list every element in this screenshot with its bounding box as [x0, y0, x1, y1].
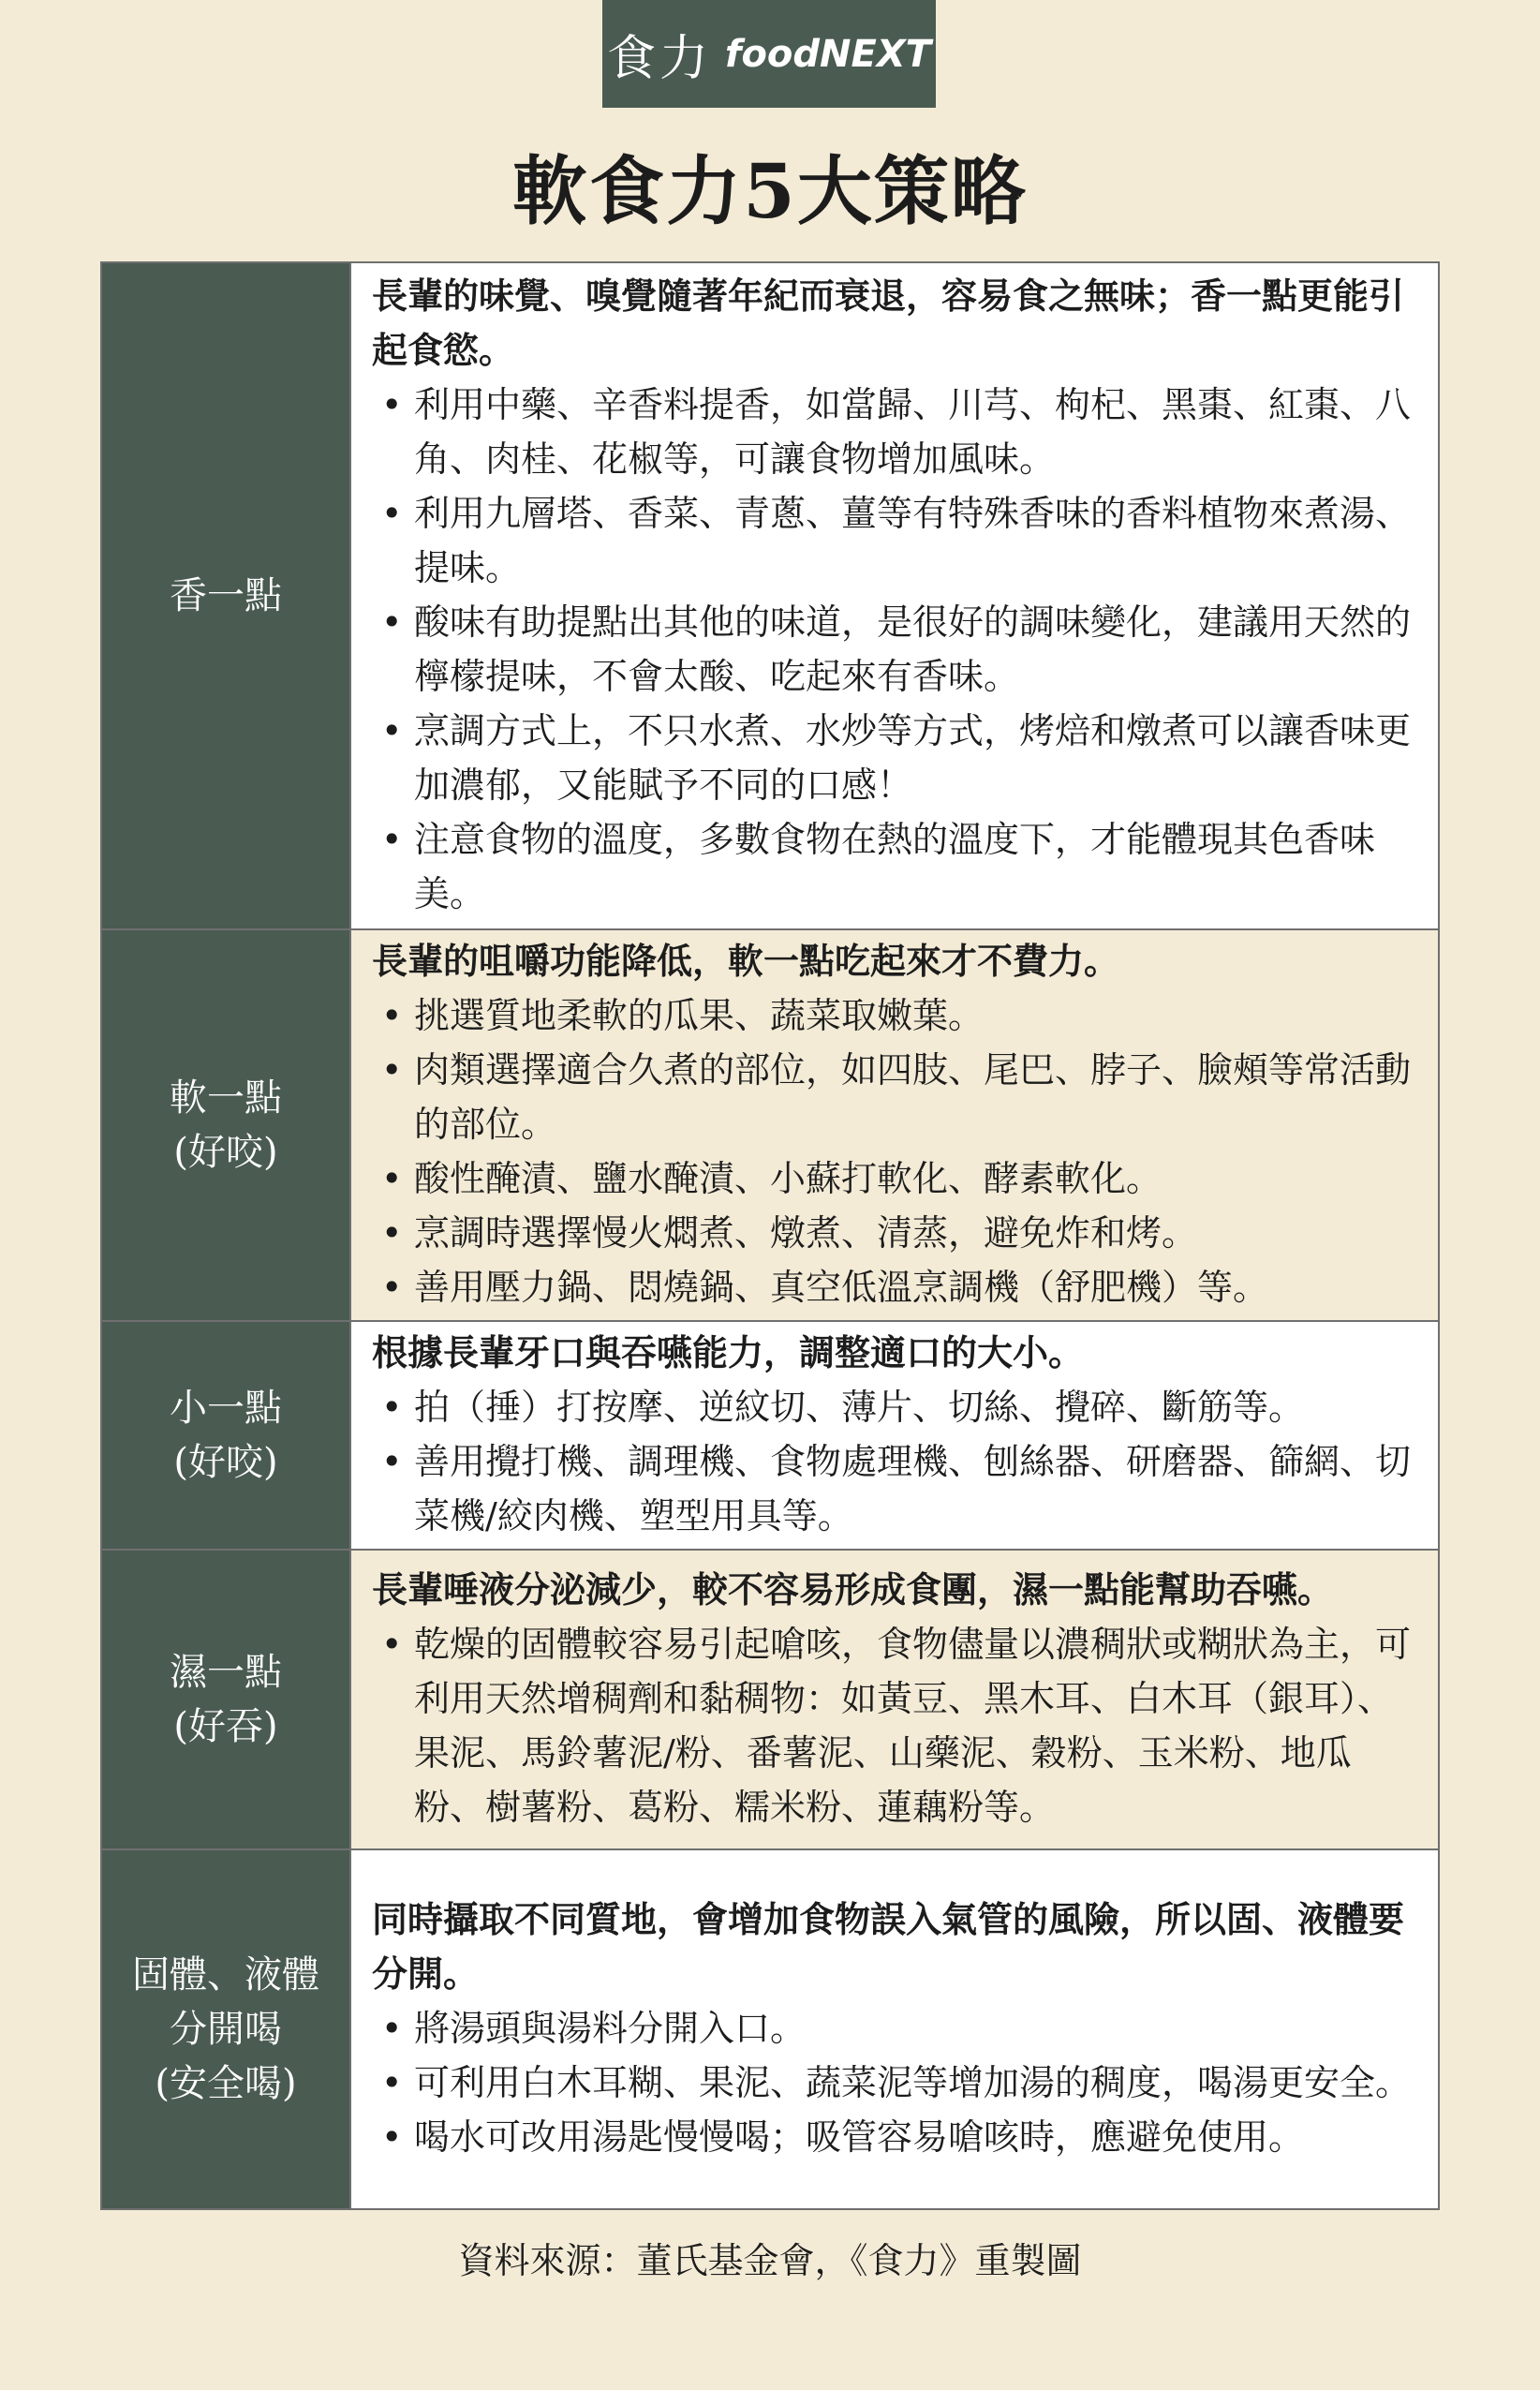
strategy-bullet: • 喝水可改用湯匙慢慢喝；吸管容易嗆咳時，應避免使用。 [372, 2110, 1419, 2164]
strategy-bullet: • 肉類選擇適合久煮的部位，如四肢、尾巴、脖子、臉頰等常活動的部位。 [372, 1043, 1419, 1151]
strategy-bullet: • 乾燥的固體較容易引起嗆咳，食物儘量以濃稠狀或糊狀為主，可利用天然增稠劑和黏稠物：如黃豆、黑木耳、白木耳（銀耳）、果泥、馬鈴薯泥/粉、番薯泥、山藥泥、穀粉、玉米粉、地瓜粉、樹薯粉、葛粉、糯米粉、蓮藕粉等。 [372, 1617, 1419, 1834]
strategy-label-line: (好咬) [173, 1441, 278, 1484]
strategy-intro: 根據長輩牙口與吞嚥能力，調整適口的大小。 [372, 1331, 1085, 1373]
strategy-label-line: 濕一點 [170, 1651, 282, 1694]
strategy-bullet: • 酸性醃漬、鹽水醃漬、小蘇打軟化、酵素軟化。 [372, 1151, 1419, 1206]
page-title: 軟食力5大策略 [512, 147, 1028, 235]
strategy-bullet-list [372, 1380, 1419, 1543]
strategy-intro: 長輩的咀嚼功能降低，軟一點吃起來才不費力。 [372, 940, 1120, 982]
strategy-bullet: • 酸味有助提點出其他的味道，是很好的調味變化，建議用天然的檸檬提味，不會太酸、吃起來有香味。 [372, 595, 1419, 704]
strategy-bullet: • 利用九層塔、香菜、青蔥、薑等有特殊香味的香料植物來煮湯、提味。 [372, 486, 1419, 595]
strategy-label [101, 1849, 350, 2209]
strategy-bullet: • 烹調時選擇慢火燜煮、燉煮、清蒸，避免炸和烤。 [372, 1206, 1419, 1260]
strategy-bullet-list [372, 378, 1419, 921]
strategy-bullet: • 善用壓力鍋、悶燒鍋、真空低溫烹調機（舒肥機）等。 [372, 1260, 1419, 1314]
strategy-row [101, 262, 1439, 929]
strategy-bullet-list [372, 988, 1419, 1314]
strategy-bullet: • 挑選質地柔軟的瓜果、蔬菜取嫩葉。 [372, 988, 1419, 1043]
strategy-intro: 長輩唾液分泌減少，較不容易形成食團，濕一點能幫助吞嚥。 [372, 1568, 1334, 1611]
source-note: 資料來源：董氏基金會，《食力》重製圖 [458, 2240, 1082, 2281]
strategy-label-line: (好吞) [173, 1705, 278, 1748]
strategy-label-line: 小一點 [170, 1387, 282, 1430]
strategy-bullet: • 利用中藥、辛香料提香，如當歸、川芎、枸杞、黑棗、紅棗、八角、肉桂、花椒等，可讓食物增加風味。 [372, 378, 1419, 486]
strategy-content [350, 929, 1439, 1321]
strategy-content [350, 262, 1439, 929]
strategy-label [101, 929, 350, 1321]
strategy-label-line: 固體、液體 [132, 1953, 319, 1997]
strategy-bullet: • 可利用白木耳糊、果泥、蔬菜泥等增加湯的稠度，喝湯更安全。 [372, 2056, 1419, 2110]
strategy-bullet: • 善用攪打機、調理機、食物處理機、刨絲器、研磨器、篩網、切菜機/絞肉機、塑型用具等。 [372, 1434, 1419, 1543]
strategy-bullet: • 將湯頭與湯料分開入口。 [372, 2001, 1419, 2056]
strategy-intro: 同時攝取不同質地，會增加食物誤入氣管的風險，所以固、液體要分開。 [372, 1898, 1405, 1995]
strategy-intro: 長輩的味覺、嗅覺隨著年紀而衰退，容易食之無味；香一點更能引起食慾。 [372, 275, 1405, 371]
logo-english: foodNEXT [725, 32, 931, 76]
strategy-row [101, 1849, 1439, 2209]
strategy-label-line: 軟一點 [170, 1076, 282, 1120]
strategy-table [100, 261, 1440, 2210]
strategy-bullet-list [372, 2001, 1419, 2164]
logo-chinese: 食力 [607, 31, 713, 87]
strategy-content [350, 1550, 1439, 1849]
strategy-content [350, 1321, 1439, 1550]
strategy-row [101, 929, 1439, 1321]
strategy-row [101, 1550, 1439, 1849]
strategy-bullet-list [372, 1617, 1419, 1834]
strategy-label [101, 1321, 350, 1550]
strategy-bullet: • 烹調方式上，不只水煮、水炒等方式，烤焙和燉煮可以讓香味更加濃郁，又能賦予不同的口感！ [372, 704, 1419, 812]
strategy-row [101, 1321, 1439, 1550]
strategy-content [350, 1849, 1439, 2209]
strategy-bullet: • 注意食物的溫度，多數食物在熱的溫度下，才能體現其色香味美。 [372, 812, 1419, 921]
strategy-label-line: 分開喝 [170, 2008, 282, 2051]
brand-logo [602, 0, 936, 108]
strategy-label [101, 1550, 350, 1849]
strategy-label-line: (安全喝) [155, 2062, 297, 2105]
strategy-label-line: 香一點 [170, 574, 282, 617]
strategy-bullet: • 拍（捶）打按摩、逆紋切、薄片、切絲、攪碎、斷筋等。 [372, 1380, 1419, 1434]
strategy-label-line: (好咬) [173, 1131, 278, 1174]
strategy-label [101, 262, 350, 929]
